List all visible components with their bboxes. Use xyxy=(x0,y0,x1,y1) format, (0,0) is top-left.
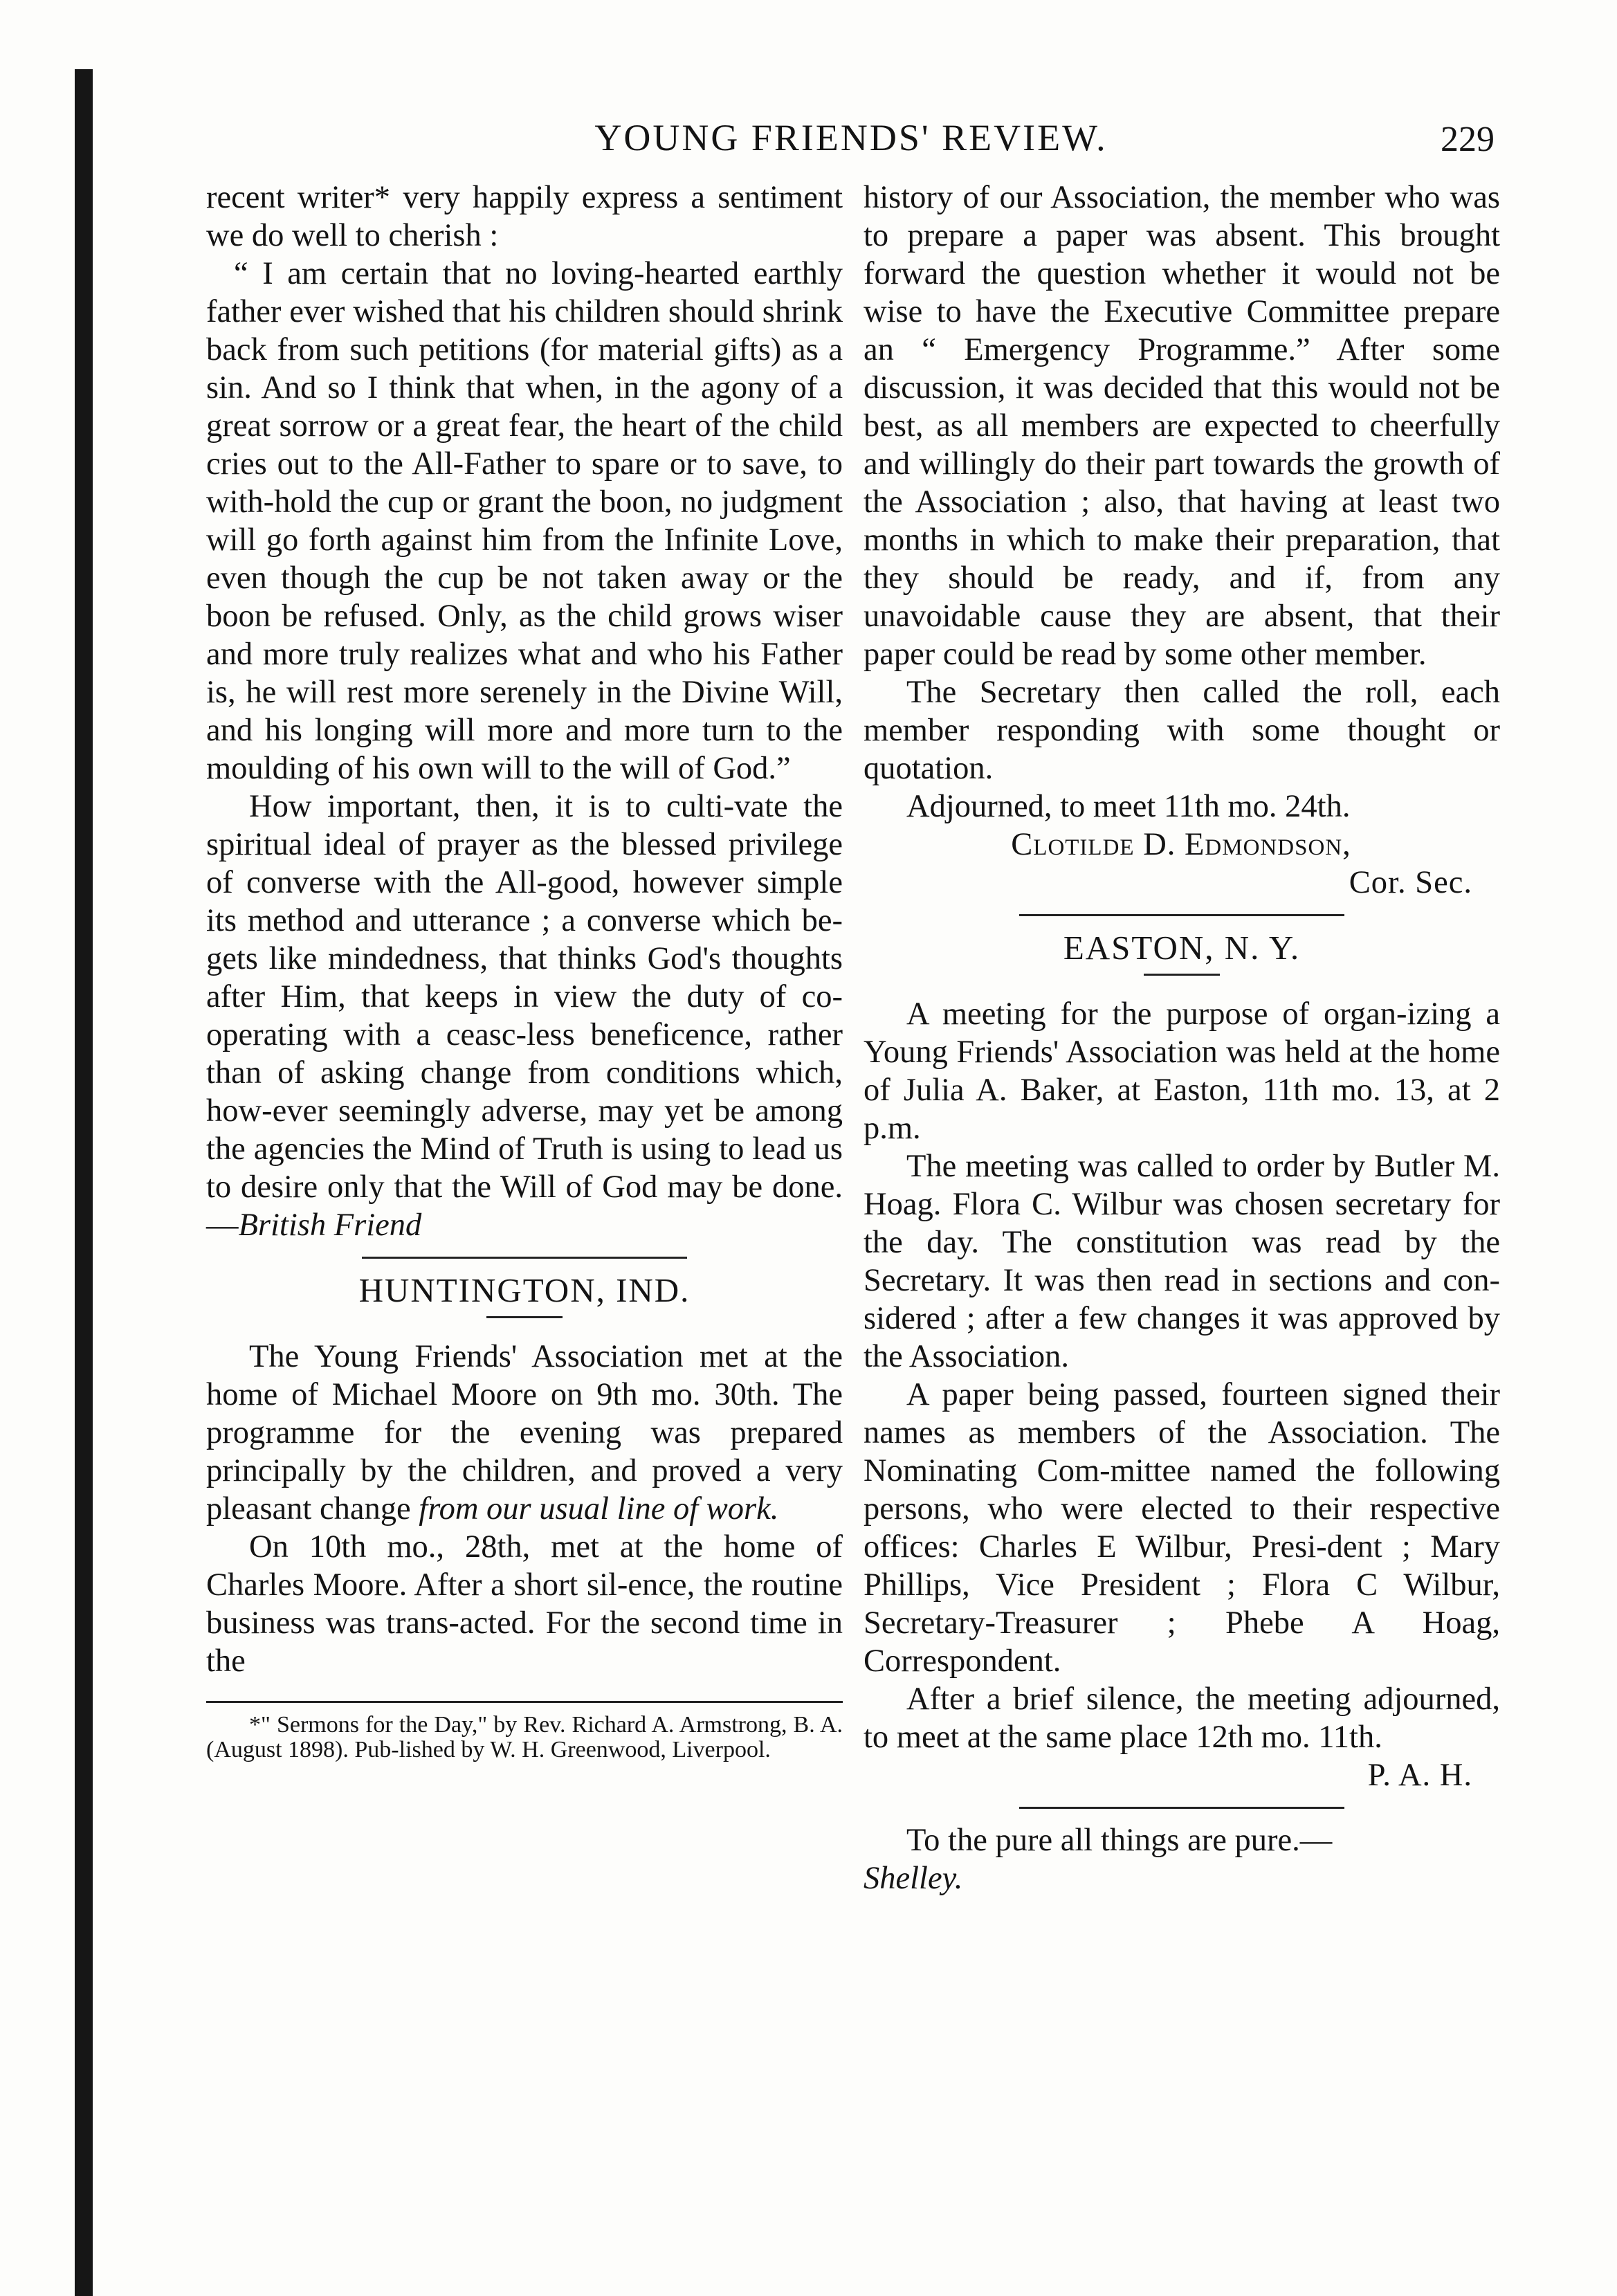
page-header xyxy=(208,116,1495,165)
paragraph-huntington-1-text: The Young Friends' Association met at the home of Michael Moore on 9th mo. 30th. The programme for the evening was prepared principally by the children, and proved a very pleasant change xyxy=(206,1339,843,1527)
closing-source: Shelley. xyxy=(864,1861,963,1896)
paragraph-intro: recent writer* very happily express a sentiment we do well to cherish : xyxy=(206,180,843,253)
section-divider xyxy=(1019,914,1344,916)
running-title: YOUNG FRIENDS' REVIEW. xyxy=(594,117,1108,158)
heading-rule xyxy=(1144,974,1220,976)
binding-edge xyxy=(75,69,93,2296)
quotation: “ I am certain that no loving-hearted earthly father ever wished that his children should shrink back from such petitions (for material gifts) as a sin. And so I think that when, in the agony of a great sorrow or a great fear, the heart of the child cries out to the All-Father to spare or to save, to with-hold the cup or grant the boon, no judgment will go forth against him from the Infinite Love, even though the cup be not taken away or the boon be refused. Only, as the child grows wiser and more truly realizes what and who his Father is, he will rest more serenely in the Divine Will, and his longing will more and more turn to the moulding of his own will to the will of God.” xyxy=(206,256,843,786)
section-divider xyxy=(1019,1807,1344,1809)
paragraph-huntington-1 xyxy=(206,1338,843,1528)
paragraph-easton-1: A meeting for the purpose of organ-izing a Young Friends' Association was held at the home of Julia A. Baker, at Easton, 11th mo. 13, at 2 p.m. xyxy=(864,996,1500,1146)
right-column xyxy=(864,179,1500,1897)
paragraph-easton-4: After a brief silence, the meeting adjourned, to meet at the same place 12th mo. 11th. xyxy=(864,1682,1500,1755)
paragraph-continued: history of our Association, the member who was to prepare a paper was absent. This brought forward the question whether it would not be wise to have the Executive Committee prepare an “ Emergency Programme.” After some discussion, it was decided that this would not be best, as all members are expected to cheerfully and willingly do their part towards the growth of the Association ; also, that having at least two months in which to make their preparation, that they should be ready, and if, from any unavoidable cause they are absent, that their paper could be read by some other member. xyxy=(864,180,1500,672)
section-heading-huntington: HUNTINGTON, IND. xyxy=(358,1271,691,1309)
signature-name: Clotilde D. Edmondson, xyxy=(1011,827,1351,862)
source-citation: British Friend xyxy=(238,1208,422,1243)
section-heading-easton: EASTON, N. Y. xyxy=(1063,929,1301,967)
paragraph-adjourned: Adjourned, to meet 11th mo. 24th. xyxy=(906,789,1351,824)
italic-phrase: from our usual line of work. xyxy=(419,1491,779,1527)
footnote: *" Sermons for the Day," by Rev. Richard A. Armstrong, B. A. (August 1898). Pub-lished by W. H. Greenwood, Liverpool. xyxy=(206,1712,843,1762)
paragraph-prayer-text: How important, then, it is to culti-vate the spiritual ideal of prayer as the blessed privilege of converse with the All-good, however simple its method and utterance ; a converse which be-gets like mindedness, that thinks God's thoughts after Him, that keeps in view the duty of co-operating with a ceasc-less beneficence, rather than of asking change from conditions which, how-ever seemingly adverse, may yet be among the agencies the Mind of Truth is using to lead us to desire only that the Will of God may be done.— xyxy=(206,789,843,1243)
paragraph-prayer xyxy=(206,787,843,1244)
footnote-divider xyxy=(206,1701,843,1703)
signature-title: Cor. Sec. xyxy=(1349,865,1472,900)
left-column xyxy=(206,179,843,1762)
page-number: 229 xyxy=(1441,120,1495,159)
section-divider xyxy=(362,1257,687,1259)
heading-rule xyxy=(486,1316,563,1318)
paragraph-roll-call: The Secretary then called the roll, each member responding with some thought or quotation. xyxy=(864,675,1500,786)
signature-initials: P. A. H. xyxy=(1367,1758,1472,1793)
paragraph-easton-2: The meeting was called to order by Butler M. Hoag. Flora C. Wilbur was chosen secretary for the day. The constitution was read by the Secretary. It was then read in sections and con-sidered ; after a few changes it was approved by the Association. xyxy=(864,1149,1500,1374)
paragraph-huntington-2: On 10th mo., 28th, met at the home of Charles Moore. After a short sil-ence, the routine business was trans-acted. For the second time in the xyxy=(206,1529,843,1679)
closing-quote-text: To the pure all things are pure.— xyxy=(906,1823,1333,1858)
paragraph-easton-3: A paper being passed, fourteen signed their names as members of the Association. The Nominating Com-mittee named the following persons, who were elected to their respective offices: Charles E Wilbur, Presi-dent ; Mary Phillips, Vice President ; Flora C Wilbur, Secretary-Treasurer ; Phebe A Hoag, Correspondent. xyxy=(864,1377,1500,1679)
closing-quote xyxy=(864,1821,1500,1897)
